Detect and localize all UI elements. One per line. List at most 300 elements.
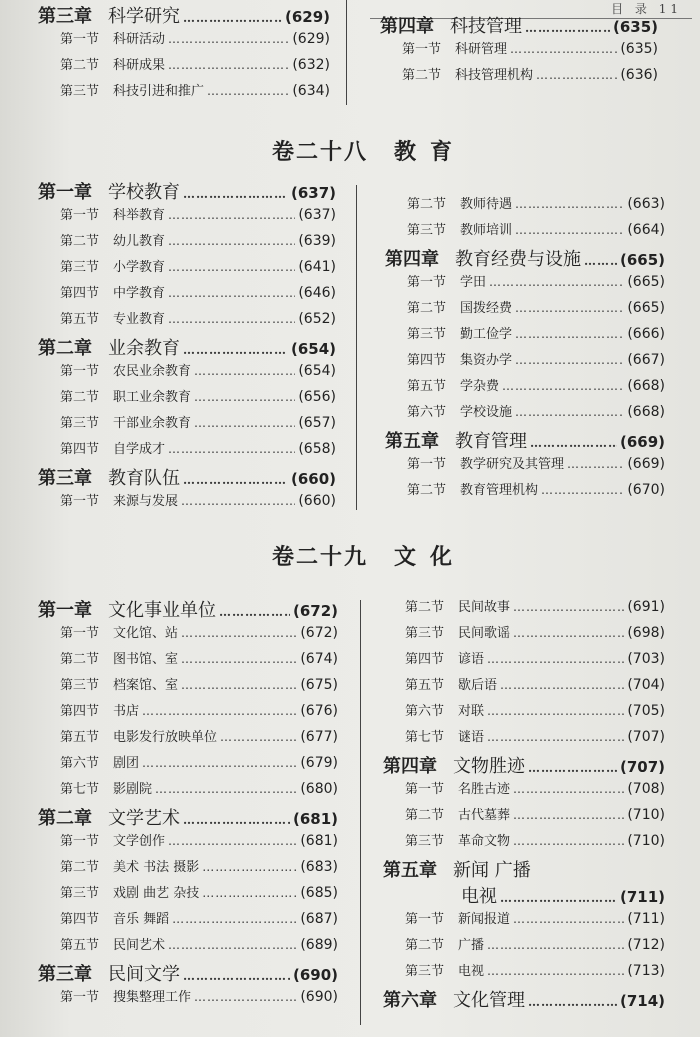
section-title: 新闻报道 — [458, 912, 511, 927]
chapter-title: 文物胜迹 — [453, 756, 525, 777]
section-label: 第三节 — [60, 678, 100, 693]
leader-dots — [515, 327, 624, 341]
page-number: (669) — [619, 433, 665, 451]
page-number: (675) — [300, 677, 338, 693]
page-number: (698) — [627, 625, 665, 641]
leader-dots — [168, 58, 289, 72]
section-title: 档案馆、室 — [113, 678, 179, 693]
page-number: (691) — [627, 599, 665, 615]
toc-section-entry — [385, 453, 665, 479]
section-label: 第一节 — [60, 834, 100, 849]
leader-dots — [168, 312, 295, 326]
section-label: 第一节 — [60, 32, 100, 47]
page-number: (646) — [298, 285, 336, 301]
chapter-label: 第三章 — [38, 964, 92, 985]
section-label: 第二节 — [407, 483, 447, 498]
chapter-title: 教育队伍 — [108, 468, 180, 489]
leader-dots — [183, 473, 288, 487]
section-title: 教学研究及其管理 — [460, 457, 565, 472]
page-number: (629) — [284, 8, 330, 26]
page-number: (654) — [290, 340, 336, 358]
page-number: (708) — [627, 781, 665, 797]
page-number: (663) — [627, 196, 665, 212]
page-number: (711) — [627, 911, 665, 927]
chapter-title: 文学艺术 — [108, 808, 180, 829]
toc-section-entry — [383, 596, 665, 622]
page-number: (710) — [627, 833, 665, 849]
volume-number: 卷二十八 — [272, 139, 369, 165]
volume-28-title — [272, 135, 466, 166]
toc-chapter-entry — [38, 464, 336, 490]
chapter-label: 第一章 — [38, 182, 92, 203]
page-number: (705) — [627, 703, 665, 719]
toc-section-entry — [383, 960, 665, 986]
chapter-label: 第一章 — [38, 600, 92, 621]
leader-dots — [194, 990, 297, 1004]
leader-dots — [181, 678, 297, 692]
leader-dots — [513, 782, 624, 796]
section-title: 科技管理机构 — [455, 68, 534, 83]
section-title: 谜语 — [458, 730, 485, 745]
section-label: 第五节 — [60, 730, 100, 745]
section-title: 名胜古迹 — [458, 782, 511, 797]
leader-dots — [515, 197, 624, 211]
page-number: (636) — [620, 67, 658, 83]
chapter-title: 科学研究 — [108, 6, 180, 27]
chapter-label: 第三章 — [38, 468, 92, 489]
section-label: 第四节 — [405, 652, 445, 667]
section-title: 古代墓葬 — [458, 808, 511, 823]
toc-section-entry — [383, 622, 665, 648]
chapter-label: 第三章 — [38, 6, 92, 27]
toc-section-entry — [383, 674, 665, 700]
leader-dots — [515, 353, 624, 367]
page-number: (657) — [298, 415, 336, 431]
toc-section-entry — [385, 193, 665, 219]
page-number: (634) — [292, 83, 330, 99]
page-number: (658) — [298, 441, 336, 457]
chapter-label: 第四章 — [383, 756, 437, 777]
section-label: 第三节 — [60, 84, 100, 99]
leader-dots — [487, 964, 624, 978]
leader-dots — [172, 912, 297, 926]
page-number: (635) — [620, 41, 658, 57]
section-title: 对联 — [458, 704, 485, 719]
leader-dots — [168, 286, 295, 300]
section-label: 第一节 — [405, 782, 445, 797]
toc-column-vol28-right — [385, 193, 665, 505]
section-label: 第一节 — [60, 364, 100, 379]
leader-dots — [183, 11, 282, 25]
chapter-title: 教育管理 — [455, 431, 527, 452]
section-title: 集资办学 — [460, 353, 513, 368]
toc-section-entry — [383, 908, 665, 934]
section-label: 第四节 — [60, 442, 100, 457]
toc-column-top-right — [380, 12, 658, 90]
chapter-label: 第五章 — [385, 431, 439, 452]
section-title: 勤工俭学 — [460, 327, 513, 342]
chapter-title: 科技管理 — [450, 16, 522, 37]
leader-dots — [202, 860, 297, 874]
toc-section-entry — [38, 830, 338, 856]
leader-dots — [168, 32, 289, 46]
section-label: 第七节 — [60, 782, 100, 797]
leader-dots — [487, 704, 624, 718]
page-number: (690) — [300, 989, 338, 1005]
toc-section-entry — [383, 830, 665, 856]
toc-section-entry — [38, 934, 338, 960]
toc-section-entry — [38, 700, 338, 726]
section-label: 第二节 — [405, 808, 445, 823]
leader-dots — [168, 234, 295, 248]
leader-dots — [487, 938, 624, 952]
page-number: (710) — [627, 807, 665, 823]
leader-dots — [500, 891, 617, 905]
toc-section-entry — [38, 308, 336, 334]
page-number: (635) — [612, 18, 658, 36]
toc-section-entry — [383, 726, 665, 752]
section-title: 自学成才 — [113, 442, 166, 457]
section-title: 美术 书法 摄影 — [113, 860, 200, 875]
toc-section-entry — [38, 386, 336, 412]
page-number: (680) — [300, 781, 338, 797]
leader-dots — [515, 223, 624, 237]
leader-dots — [183, 343, 288, 357]
toc-section-entry — [38, 674, 338, 700]
section-title: 教师待遇 — [460, 197, 513, 212]
toc-section-entry — [385, 271, 665, 297]
page-number: (712) — [627, 937, 665, 953]
page-number: (707) — [627, 729, 665, 745]
page-number: (689) — [300, 937, 338, 953]
section-title: 书店 — [113, 704, 140, 719]
toc-chapter-entry — [383, 856, 665, 882]
toc-chapter-entry — [38, 596, 338, 622]
toc-column-vol29-left — [38, 596, 338, 1012]
toc-section-entry — [38, 360, 336, 386]
section-title: 来源与发展 — [113, 494, 179, 509]
leader-dots — [500, 678, 624, 692]
section-label: 第二节 — [60, 58, 100, 73]
toc-section-entry — [385, 297, 665, 323]
page-number: (641) — [298, 259, 336, 275]
section-label: 第一节 — [60, 494, 100, 509]
toc-section-entry — [38, 256, 336, 282]
toc-section-entry — [38, 856, 338, 882]
page-number: (668) — [627, 404, 665, 420]
toc-column-vol28-left — [38, 178, 336, 516]
section-title: 音乐 舞蹈 — [113, 912, 170, 927]
section-label: 第三节 — [405, 626, 445, 641]
leader-dots — [183, 187, 288, 201]
leader-dots — [168, 834, 297, 848]
toc-chapter-entry-continued — [383, 882, 665, 908]
section-label: 第三节 — [60, 260, 100, 275]
section-label: 第三节 — [60, 886, 100, 901]
section-label: 第二节 — [405, 600, 445, 615]
section-title: 影剧院 — [113, 782, 153, 797]
chapter-title: 教育经费与设施 — [455, 249, 581, 270]
page-number: (665) — [619, 251, 665, 269]
page-number: (672) — [292, 602, 338, 620]
section-title: 民间歌谣 — [458, 626, 511, 641]
section-label: 第二节 — [407, 301, 447, 316]
section-title: 幼儿教育 — [113, 234, 166, 249]
toc-chapter-entry — [38, 334, 336, 360]
section-label: 第三节 — [60, 416, 100, 431]
leader-dots — [584, 254, 617, 268]
chapter-label: 第二章 — [38, 808, 92, 829]
section-label: 第三节 — [407, 223, 447, 238]
chapter-title: 文化事业单位 — [108, 600, 216, 621]
volume-subject: 文化 — [394, 544, 467, 570]
section-label: 第五节 — [405, 678, 445, 693]
section-label: 第二节 — [402, 68, 442, 83]
section-label: 第一节 — [407, 457, 447, 472]
section-label: 第四节 — [60, 286, 100, 301]
leader-dots — [515, 405, 624, 419]
leader-dots — [219, 605, 290, 619]
section-title: 电影发行放映单位 — [113, 730, 218, 745]
toc-section-entry — [385, 219, 665, 245]
leader-dots — [513, 600, 624, 614]
leader-dots — [513, 808, 624, 822]
chapter-title: 学校教育 — [108, 182, 180, 203]
page-number: (687) — [300, 911, 338, 927]
leader-dots — [155, 782, 297, 796]
toc-chapter-entry — [385, 245, 665, 271]
volume-subject: 教育 — [394, 139, 467, 165]
column-divider — [356, 185, 357, 510]
leader-dots — [194, 390, 295, 404]
chapter-label: 第四章 — [380, 16, 434, 37]
toc-section-entry — [38, 230, 336, 256]
leader-dots — [515, 301, 624, 315]
page-number: (683) — [300, 859, 338, 875]
toc-section-entry — [38, 282, 336, 308]
toc-chapter-entry — [38, 2, 330, 28]
section-label: 第二节 — [60, 390, 100, 405]
page-number: (668) — [627, 378, 665, 394]
section-label: 第二节 — [60, 652, 100, 667]
section-title: 广播 — [458, 938, 485, 953]
section-title: 民间艺术 — [113, 938, 166, 953]
section-label: 第三节 — [405, 964, 445, 979]
section-label: 第一节 — [407, 275, 447, 290]
page-number: (652) — [298, 311, 336, 327]
section-title: 科举教育 — [113, 208, 166, 223]
volume-number: 卷二十九 — [272, 544, 369, 570]
page-number: (667) — [627, 352, 665, 368]
leader-dots — [168, 442, 295, 456]
toc-section-entry — [38, 726, 338, 752]
section-label: 第六节 — [407, 405, 447, 420]
leader-dots — [502, 379, 624, 393]
section-title: 教育管理机构 — [460, 483, 539, 498]
section-title: 科技引进和推广 — [113, 84, 205, 99]
toc-section-entry — [380, 64, 658, 90]
leader-dots — [183, 813, 290, 827]
toc-section-entry — [38, 778, 338, 804]
page-number: (665) — [627, 300, 665, 316]
toc-column-vol29-right — [383, 596, 665, 1012]
leader-dots — [168, 208, 295, 222]
section-label: 第二节 — [407, 197, 447, 212]
toc-section-entry — [385, 323, 665, 349]
section-title: 国拨经费 — [460, 301, 513, 316]
leader-dots — [530, 436, 617, 450]
page-number: (660) — [290, 470, 336, 488]
toc-chapter-entry — [38, 804, 338, 830]
toc-section-entry — [38, 622, 338, 648]
page-number: (666) — [627, 326, 665, 342]
section-title: 干部业余教育 — [113, 416, 192, 431]
leader-dots — [194, 364, 295, 378]
section-label: 第二节 — [60, 234, 100, 249]
toc-section-entry — [38, 54, 330, 80]
toc-section-entry — [383, 804, 665, 830]
toc-section-entry — [38, 752, 338, 778]
section-title: 歇后语 — [458, 678, 498, 693]
toc-chapter-entry — [383, 752, 665, 778]
section-label: 第一节 — [405, 912, 445, 927]
section-label: 第三节 — [407, 327, 447, 342]
section-label: 第二节 — [60, 860, 100, 875]
leader-dots — [181, 494, 295, 508]
page-number: (681) — [292, 810, 338, 828]
column-divider — [360, 600, 361, 1025]
toc-section-entry — [383, 934, 665, 960]
section-title: 农民业余教育 — [113, 364, 192, 379]
leader-dots — [528, 761, 617, 775]
section-label: 第六节 — [60, 756, 100, 771]
section-label: 第一节 — [60, 626, 100, 641]
toc-section-entry — [38, 882, 338, 908]
leader-dots — [536, 68, 617, 82]
section-title: 中学教育 — [113, 286, 166, 301]
page-number: (674) — [300, 651, 338, 667]
section-title: 学校设施 — [460, 405, 513, 420]
leader-dots — [487, 652, 624, 666]
chapter-title: 业余教育 — [108, 338, 180, 359]
leader-dots — [513, 626, 624, 640]
chapter-title: 民间文学 — [108, 964, 180, 985]
toc-section-entry — [383, 778, 665, 804]
leader-dots — [207, 84, 289, 98]
section-label: 第一节 — [60, 208, 100, 223]
chapter-title: 文化管理 — [453, 990, 525, 1011]
toc-chapter-entry — [380, 12, 658, 38]
toc-section-entry — [38, 490, 336, 516]
section-label: 第一节 — [60, 990, 100, 1005]
toc-section-entry — [38, 648, 338, 674]
section-label: 第四节 — [60, 704, 100, 719]
page-number: (711) — [619, 888, 665, 906]
page-number: (637) — [298, 207, 336, 223]
page-number: (703) — [627, 651, 665, 667]
page-number: (704) — [627, 677, 665, 693]
section-label: 第二节 — [405, 938, 445, 953]
section-title: 专业教育 — [113, 312, 166, 327]
page-number: (664) — [627, 222, 665, 238]
section-title: 剧团 — [113, 756, 140, 771]
toc-section-entry — [38, 986, 338, 1012]
leader-dots — [202, 886, 297, 900]
page-number: (637) — [290, 184, 336, 202]
leader-dots — [525, 21, 610, 35]
toc-chapter-entry — [385, 427, 665, 453]
section-title: 文化馆、站 — [113, 626, 179, 641]
page-number: (677) — [300, 729, 338, 745]
section-title: 革命文物 — [458, 834, 511, 849]
leader-dots — [220, 730, 297, 744]
page-number: (670) — [627, 482, 665, 498]
toc-chapter-entry — [38, 960, 338, 986]
page-number: (665) — [627, 274, 665, 290]
leader-dots — [541, 483, 624, 497]
section-title: 谚语 — [458, 652, 485, 667]
section-title: 搜集整理工作 — [113, 990, 192, 1005]
section-label: 第一节 — [402, 42, 442, 57]
toc-section-entry — [385, 349, 665, 375]
section-label: 第四节 — [407, 353, 447, 368]
page-number: (672) — [300, 625, 338, 641]
toc-section-entry — [38, 438, 336, 464]
page-number: (714) — [619, 992, 665, 1010]
toc-section-entry — [385, 479, 665, 505]
section-title: 职工业余教育 — [113, 390, 192, 405]
section-label: 第七节 — [405, 730, 445, 745]
toc-section-entry — [38, 412, 336, 438]
leader-dots — [142, 756, 297, 770]
toc-section-entry — [383, 648, 665, 674]
leader-dots — [567, 457, 624, 471]
section-label: 第三节 — [405, 834, 445, 849]
leader-dots — [181, 626, 297, 640]
section-title: 科研活动 — [113, 32, 166, 47]
page-number: (629) — [292, 31, 330, 47]
page-number: (676) — [300, 703, 338, 719]
section-title: 戏剧 曲艺 杂技 — [113, 886, 200, 901]
section-title: 教师培训 — [460, 223, 513, 238]
leader-dots — [168, 938, 297, 952]
leader-dots — [513, 834, 624, 848]
toc-chapter-entry — [383, 986, 665, 1012]
section-title: 科研成果 — [113, 58, 166, 73]
page-number: (679) — [300, 755, 338, 771]
leader-dots — [183, 969, 290, 983]
page-number: (707) — [619, 758, 665, 776]
toc-section-entry — [38, 28, 330, 54]
chapter-title: 新闻 广播 — [453, 860, 531, 881]
section-label: 第五节 — [60, 938, 100, 953]
chapter-label: 第六章 — [383, 990, 437, 1011]
page-number: (681) — [300, 833, 338, 849]
leader-dots — [142, 704, 297, 718]
leader-dots — [513, 912, 624, 926]
chapter-label: 第四章 — [385, 249, 439, 270]
page-number: (713) — [627, 963, 665, 979]
chapter-label: 第五章 — [383, 860, 437, 881]
section-label: 第六节 — [405, 704, 445, 719]
section-label: 第四节 — [60, 912, 100, 927]
leader-dots — [528, 995, 617, 1009]
section-title: 图书馆、室 — [113, 652, 179, 667]
page-number: (632) — [292, 57, 330, 73]
leader-dots — [510, 42, 617, 56]
page-number: (656) — [298, 389, 336, 405]
page-number: (669) — [627, 456, 665, 472]
